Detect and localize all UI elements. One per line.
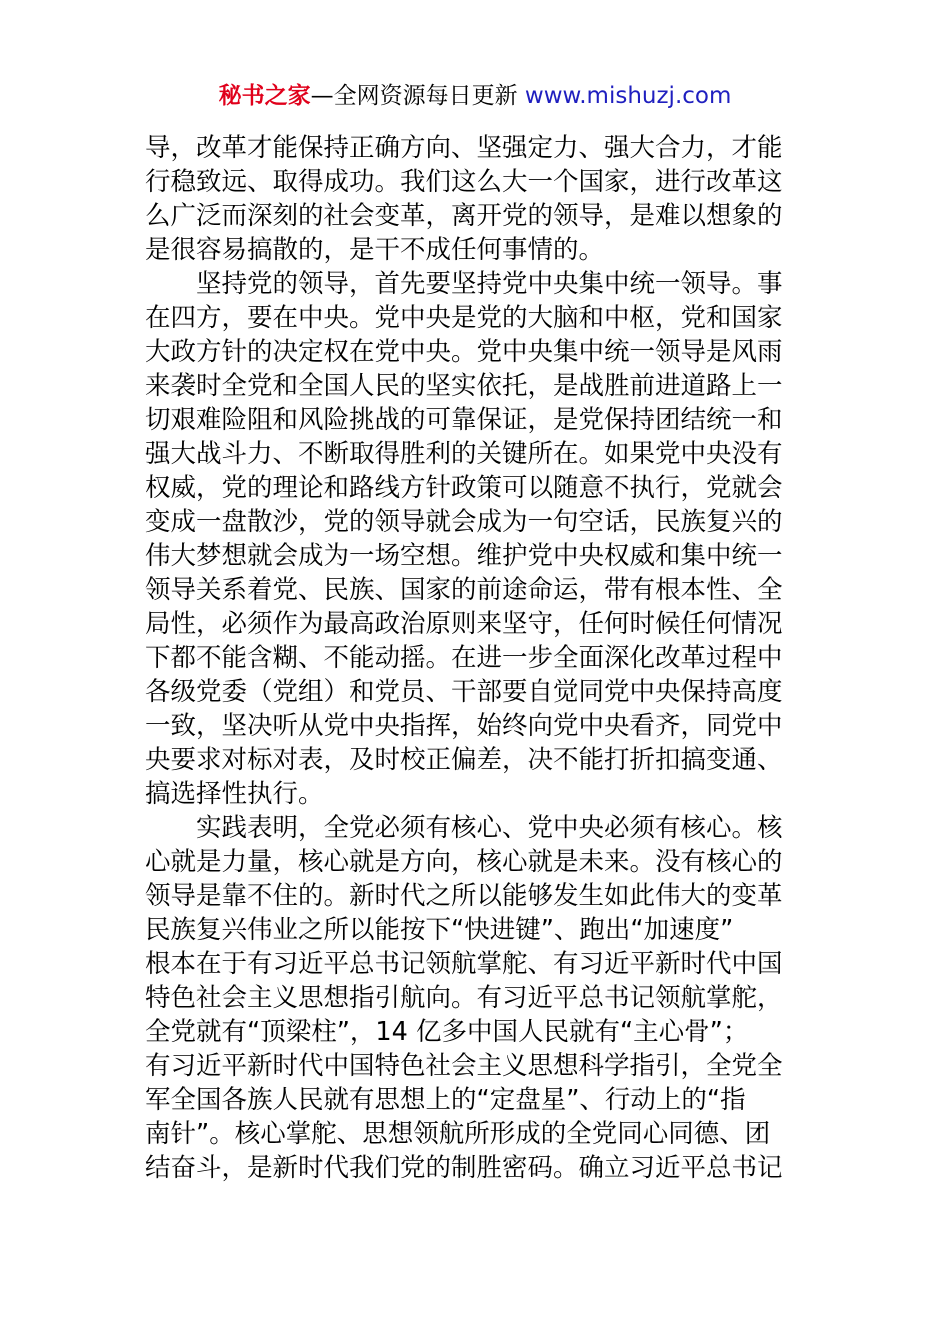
website-link[interactable]: www.mishuzj.com bbox=[524, 83, 732, 109]
text-line: 伟大梦想就会成为一场空想。维护党中央权威和集中统一 bbox=[145, 541, 783, 571]
text-line: 民族复兴伟业之所以能按下“快进键”、跑出“加速度” bbox=[145, 915, 734, 945]
text-line: 么广泛而深刻的社会变革，离开党的领导，是难以想象的 bbox=[145, 201, 783, 231]
text-line: 央要求对标对表，及时校正偏差，决不能打折扣搞变通、 bbox=[145, 745, 783, 775]
site-header bbox=[0, 80, 950, 112]
text-line: 领导关系着党、民族、国家的前途命运，带有根本性、全 bbox=[145, 575, 783, 605]
text-line: 一致，坚决听从党中央指挥，始终向党中央看齐，同党中 bbox=[145, 711, 783, 741]
text-line: 变成一盘散沙，党的领导就会成为一句空话，民族复兴的 bbox=[145, 507, 783, 537]
text-line: 军全国各族人民就有思想上的“定盘星”、行动上的“指 bbox=[145, 1085, 746, 1115]
text-line: 来袭时全党和全国人民的坚实依托，是战胜前进道路上一 bbox=[145, 371, 783, 401]
text-line: 领导是靠不住的。新时代之所以能够发生如此伟大的变革 bbox=[145, 881, 783, 911]
text-line: 有习近平新时代中国特色社会主义思想科学指引，全党全 bbox=[145, 1051, 783, 1081]
text-line: 下都不能含糊、不能动摇。在进一步全面深化改革过程中 bbox=[145, 643, 783, 673]
text-line: 南针”。核心掌舵、思想领航所形成的全党同心同德、团 bbox=[145, 1119, 771, 1149]
text-line: 各级党委（党组）和党员、干部要自觉同党中央保持高度 bbox=[145, 677, 783, 707]
text-line: 心就是力量，核心就是方向，核心就是未来。没有核心的 bbox=[145, 847, 783, 877]
text-line: 导，改革才能保持正确方向、坚强定力、强大合力，才能 bbox=[145, 133, 783, 163]
brand-name: 秘书之家 bbox=[218, 83, 311, 109]
text-line: 权威，党的理论和路线方针政策可以随意不执行，党就会 bbox=[145, 473, 783, 503]
text-line: 强大战斗力、不断取得胜利的关键所在。如果党中央没有 bbox=[145, 439, 783, 469]
text-line: 搞选择性执行。 bbox=[145, 779, 324, 809]
text-line: 切艰难险阻和风险挑战的可靠保证，是党保持团结统一和 bbox=[145, 405, 783, 435]
text-line: 在四方，要在中央。党中央是党的大脑和中枢，党和国家 bbox=[145, 303, 783, 333]
text-line: 行稳致远、取得成功。我们这么大一个国家，进行改革这 bbox=[145, 167, 783, 197]
text-line: 坚持党的领导，首先要坚持党中央集中统一领导。事 bbox=[145, 269, 783, 299]
text-line: 结奋斗，是新时代我们党的制胜密码。确立习近平总书记 bbox=[145, 1153, 783, 1183]
header-tagline: —全网资源每日更新 bbox=[310, 83, 525, 109]
text-line: 局性，必须作为最高政治原则来坚守，任何时候任何情况 bbox=[145, 609, 783, 639]
text-line: 大政方针的决定权在党中央。党中央集中统一领导是风雨 bbox=[145, 337, 783, 367]
text-line: 实践表明，全党必须有核心、党中央必须有核心。核 bbox=[145, 813, 783, 843]
text-line: 是很容易搞散的，是干不成任何事情的。 bbox=[145, 235, 605, 265]
document-body bbox=[145, 131, 810, 1185]
text-line: 全党就有“顶梁柱”，14 亿多中国人民就有“主心骨”； bbox=[145, 1017, 749, 1047]
text-line: 特色社会主义思想指引航向。有习近平总书记领航掌舵， bbox=[145, 983, 783, 1013]
text-line: 根本在于有习近平总书记领航掌舵、有习近平新时代中国 bbox=[145, 949, 783, 979]
